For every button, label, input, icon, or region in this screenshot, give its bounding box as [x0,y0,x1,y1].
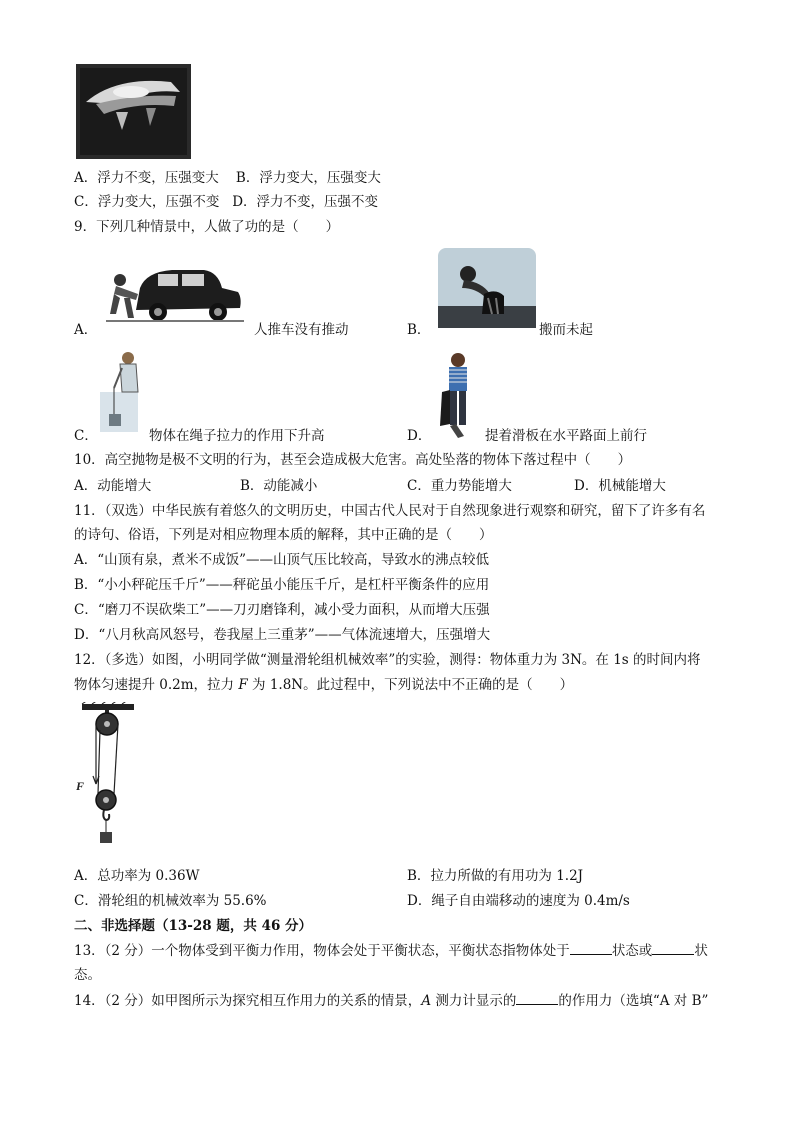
q9-skateboard-image [436,352,478,440]
q14-line1-italic-a: A [421,993,432,1009]
q12-option-a[interactable]: A．总功率为 0.36W [74,868,200,884]
q12-pulley-figure [74,702,144,856]
q12-option-c[interactable]: C．滑轮组的机械效率为 55.6% [74,893,267,909]
q14-line1-a: 14．（2 分）如甲图所示为探究相互作用力的关系的情景， [74,993,422,1009]
q9-option-b-letter: B． [407,322,431,338]
q10-option-c[interactable]: C．重力势能增大 [407,478,512,494]
section2-title: 二、非选择题（13-28 题，共 46 分） [74,918,313,934]
q13-line1-b: 状态或 [611,943,653,959]
q11-option-d[interactable]: D．“八月秋高风怒号，卷我屋上三重茅”——气体流速增大，压强增大 [74,627,491,643]
q8-option-c[interactable]: C．浮力变大，压强不变 [74,194,220,210]
q12-stem-line2-a: 物体匀速提升 0.2m，拉力 [74,677,239,693]
q13-line2: 态。 [74,967,101,983]
q9-raise-object-image [100,348,152,432]
q9-option-b[interactable] [407,321,593,339]
q11-option-a[interactable]: A．“山顶有泉，煮米不成饭”——山顶气压比较高，导致水的沸点较低 [74,552,490,568]
q12-stem-line1: 12．（多选）如图，小明同学做“测量滑轮组机械效率”的实验，测得：物体重力为 3N。在 1s 的时间内将 [74,652,701,668]
q12-figure-force-label: F [76,779,85,793]
q14-line1 [74,992,708,1010]
q12-option-d[interactable]: D．绳子自由端移动的速度为 0.4m/s [407,893,630,909]
q14-line1-b: 测力计显示的 [431,993,517,1009]
q9-option-d-letter: D． [407,428,432,444]
q8-option-a[interactable]: A．浮力不变，压强变大 [74,170,219,186]
q9-stem: 9．下列几种情景中，人做了功的是（ ） [74,219,340,235]
q8-photo [76,64,191,159]
q9-option-c-caption: 物体在绳子拉力的作用下升高 [149,428,325,444]
q12-stem-line2-b: 为 1.8N。此过程中，下列说法中不正确的是（ ） [247,677,574,693]
q13-line1-a: 13．（2 分）一个物体受到平衡力作用，物体会处于平衡状态，平衡状态指物体处于 [74,943,570,959]
q8-option-d[interactable]: D．浮力不变，压强不变 [232,194,379,210]
q13-blank-1[interactable] [570,942,612,955]
q12-option-b[interactable]: B．拉力所做的有用功为 1.2J [407,868,584,884]
q9-option-a-letter: A． [74,322,98,338]
q10-option-a[interactable]: A．动能增大 [74,478,152,494]
q9-option-a[interactable] [74,321,349,339]
q12-stem-line2 [74,676,573,694]
q13-blank-2[interactable] [652,942,694,955]
q9-option-d-caption: 提着滑板在水平路面上前行 [485,428,647,444]
q9-option-d[interactable] [407,427,647,445]
q9-option-c-letter: C． [74,428,98,444]
q14-blank-1[interactable] [516,992,558,1005]
q10-option-b[interactable]: B．动能减小 [240,478,318,494]
q14-line1-c: 的作用力（选填“A 对 B” [558,993,709,1009]
q13-line1-c: 状 [694,943,708,959]
q9-option-c[interactable] [74,427,325,445]
q8-option-b[interactable]: B．浮力变大，压强变大 [235,170,381,186]
q9-option-a-caption: 人推车没有推动 [254,322,349,338]
q10-stem: 10．高空抛物是极不文明的行为，甚至会造成极大危害。高处坠落的物体下落过程中（ ） [74,452,632,468]
q9-option-b-caption: 搬而未起 [539,322,593,338]
q11-stem-line2: 的诗句、俗语，下列是对相应物理本质的解释，其中正确的是（ ） [74,527,493,543]
q9-lift-image [438,248,536,328]
q9-car-push-image [106,264,244,326]
q11-option-b[interactable]: B．“小小秤砣压千斤”——秤砣虽小能压千斤，是杠杆平衡条件的应用 [74,577,490,593]
q11-option-c[interactable]: C．“磨刀不误砍柴工”——刀刃磨锋利，减小受力面积，从而增大压强 [74,602,490,618]
q11-stem-line1: 11．（双选）中华民族有着悠久的文明历史，中国古代人民对于自然现象进行观察和研究，留下了许多有名 [74,503,706,519]
q10-option-d[interactable]: D．机械能增大 [574,478,666,494]
q8-options-row2 [74,193,378,211]
q13-line1 [74,942,708,960]
q12-stem-force-symbol: F [238,677,248,693]
q8-options-row1 [74,169,381,187]
